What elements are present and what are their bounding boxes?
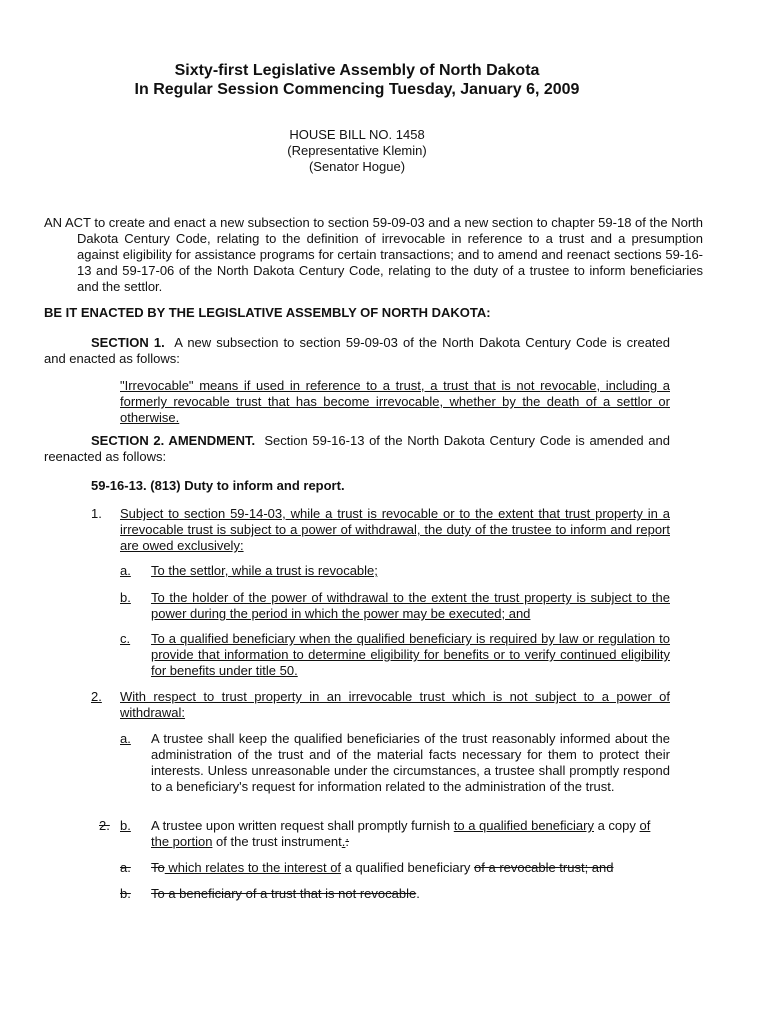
section-2-intro: [44, 433, 670, 465]
old-item-a-number: a.: [120, 860, 131, 875]
item-1a-number: a.: [120, 563, 131, 578]
item-2b-text-part1: A trustee upon written request shall promptly furnish: [151, 818, 454, 833]
item-2b-insertion-1: to a qualified beneficiary: [453, 818, 594, 833]
old-item-a-deletion-1: To: [151, 860, 165, 875]
item-1a-text: To the settlor, while a trust is revocable;: [151, 563, 378, 578]
section-1-intro-text: A new subsection to section 59-09-03 of the North Dakota Century Code is created and enacted as follows:: [44, 335, 670, 366]
old-item-b-period: .: [416, 886, 420, 901]
item-1-text: Subject to section 59-14-03, while a trust is revocable or to the extent that trust property in a irrevocable trust is subject to a power of withdrawal, the duty of the trustee to inform and report are owed exclusively:: [120, 506, 670, 553]
item-2-text: With respect to trust property in an irrevocable trust which is not subject to a power of withdrawal:: [120, 689, 670, 720]
item-2b-old-number: 2.: [99, 818, 110, 833]
item-2b-deletion-1: :: [345, 834, 350, 849]
bill-number: HOUSE BILL NO. 1458: [289, 127, 425, 142]
item-1c-number: c.: [120, 631, 131, 646]
section-2-intro-text: Section 59-16-13 of the North Dakota Century Code is amended and reenacted as follows:: [44, 433, 670, 464]
old-item-a-text-part1: a qualified beneficiary: [341, 860, 475, 875]
item-2b-number: b.: [120, 818, 131, 833]
old-item-b-text: [151, 886, 670, 902]
item-1b-text: To the holder of the power of withdrawal to the extent the trust property is subject to the power during the period in which the power may be executed; and: [151, 590, 670, 621]
act-title: AN ACT to create and enact a new subsection to section 59-09-03 and a new section to chapter 59-18 of the North Dakota Century Code, relating to the definition of irrevocable in reference to a trust and a presumption against eligibility for assistance programs for certain transactions; and to amend and reenact sections 59-16-13 and 59-17-06 of the North Dakota Century Code, relating to the duty of a trustee to inform beneficiaries and the settlor.: [44, 215, 703, 294]
session-title: In Regular Session Commencing Tuesday, January 6, 2009: [134, 81, 580, 98]
item-2b-text-part3: of the trust instrument: [212, 834, 342, 849]
item-2b-insertion-3: .: [341, 834, 346, 849]
section-1-intro: [44, 335, 670, 367]
old-item-b-deletion: To a beneficiary of a trust that is not revocable: [151, 886, 417, 901]
section-1-heading: SECTION 1.: [91, 335, 165, 350]
old-item-a-deletion-2: of a revocable trust; and: [474, 860, 614, 875]
item-1c-text: To a qualified beneficiary when the qualified beneficiary is required by law or regulation to provide that information to determine eligibility for benefits or to verify continued eligibility for benefits under title 50.: [151, 631, 670, 678]
item-2b-text-part2: a copy: [593, 818, 640, 833]
item-2-number: 2.: [91, 689, 102, 704]
item-2b-insertion-2: of the portion: [151, 818, 651, 849]
old-item-a-insertion-1: which relates to the interest of: [164, 860, 342, 875]
old-item-b-number: b.: [120, 886, 131, 901]
item-2b-text: [151, 818, 670, 850]
item-1b-number: b.: [120, 590, 131, 605]
section-2-heading: SECTION 2. AMENDMENT.: [91, 433, 256, 448]
section-1-definition: "Irrevocable" means if used in reference to a trust, a trust that is not revocable, including a formerly revocable trust that has become irrevocable, whether by the death of a settlor or otherwise.: [120, 378, 670, 425]
section-title: 59-16-13. (813) Duty to inform and report.: [91, 478, 345, 493]
assembly-title: Sixty-first Legislative Assembly of North Dakota: [174, 62, 540, 79]
enacting-clause: BE IT ENACTED BY THE LEGISLATIVE ASSEMBLY OF NORTH DAKOTA:: [44, 305, 491, 320]
sponsor-senator: (Senator Hogue): [308, 159, 406, 174]
item-1-number: 1.: [91, 506, 102, 521]
item-2a-text: A trustee shall keep the qualified beneficiaries of the trust reasonably informed about the administration of the trust and of the material facts necessary for them to protect their interests. Unless unreasonable under the circumstances, a trustee shall promptly respond to a beneficiary's request for information related to the administration of the trust.: [151, 731, 670, 794]
item-2a-number: a.: [120, 731, 131, 746]
old-item-a-text: [151, 860, 670, 876]
sponsor-representative: (Representative Klemin): [287, 143, 427, 158]
